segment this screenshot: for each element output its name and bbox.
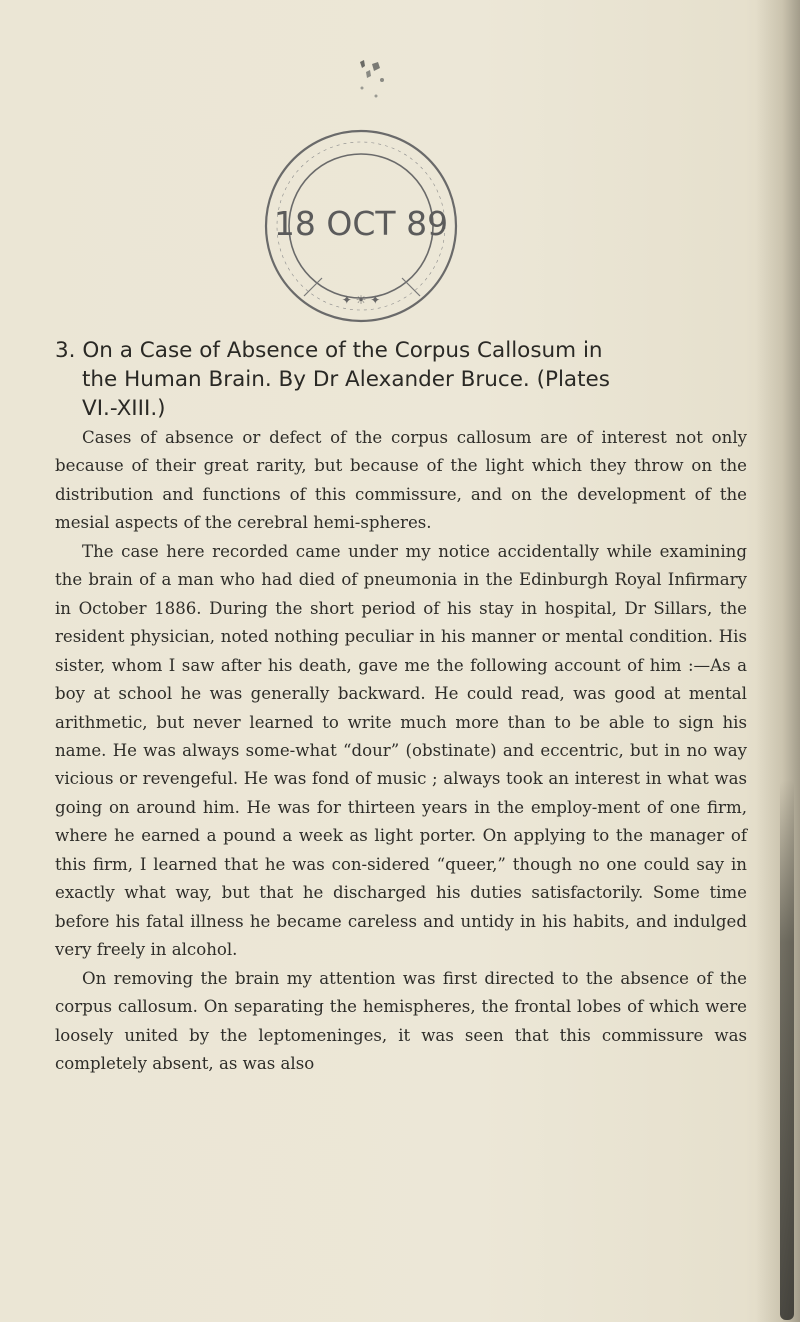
- heading-line-3: VI.-XIII.): [82, 396, 166, 421]
- heading-number: 3.: [55, 338, 76, 363]
- ink-blot-mark: [352, 58, 392, 108]
- heading-line-2: the Human Brain. By Dr Alexander Bruce. (Plates: [82, 367, 610, 392]
- paragraph-3: On removing the brain my attention was first directed to the absence of the corpus callosum. On separating the hemispheres, the frontal lobes of which were loosely united by the leptomeninges, it was seen that this commissure was completely absent, as was also: [55, 968, 747, 1073]
- paragraph-1: Cases of absence or defect of the corpus callosum are of interest not only because of their great rarity, but because of the light which they throw on the distribution and functions of this commissure, and on the development of the mesial aspects of the cerebral hemi-spheres.: [55, 428, 747, 533]
- stamp-date: 18 OCT 89: [273, 204, 449, 243]
- article-heading: [55, 336, 745, 423]
- svg-text:✦ ☀ ✦: ✦ ☀ ✦: [341, 293, 381, 307]
- article-body: [55, 424, 747, 1078]
- binding-shadow: [780, 780, 794, 1320]
- heading-line-1: 3. On a Case of Absence of the Corpus Callosum in: [55, 338, 603, 363]
- library-stamp: [262, 128, 460, 324]
- paragraph-2: The case here recorded came under my notice accidentally while examining the brain of a man who had died of pneumonia in the Edinburgh Royal Infirmary in October 1886. During the short period of his stay in hospital, Dr Sillars, the resident physician, noted nothing peculiar in his manner or mental condition. His sister, whom I saw after his death, gave me the following account of him :—As a boy at school he was generally backward. He could read, was good at mental arithmetic, but never learned to write much more than to be able to sign his name. He was always some-what “dour” (obstinate) and eccentric, but in no way vicious or revengeful. He was fond of music ; always took an interest in what was going on around him. He was for thirteen years in the employ-ment of one firm, where he earned a pound a week as light porter. On applying to the manager of this firm, I learned that he was con-sidered “queer,” though no one could say in exactly what way, but that he discharged his duties satisfactorily. Some time before his fatal illness he became careless and untidy in his habits, and indulged very freely in alcohol.: [55, 541, 747, 960]
- page-edge-shadow: [756, 0, 800, 1322]
